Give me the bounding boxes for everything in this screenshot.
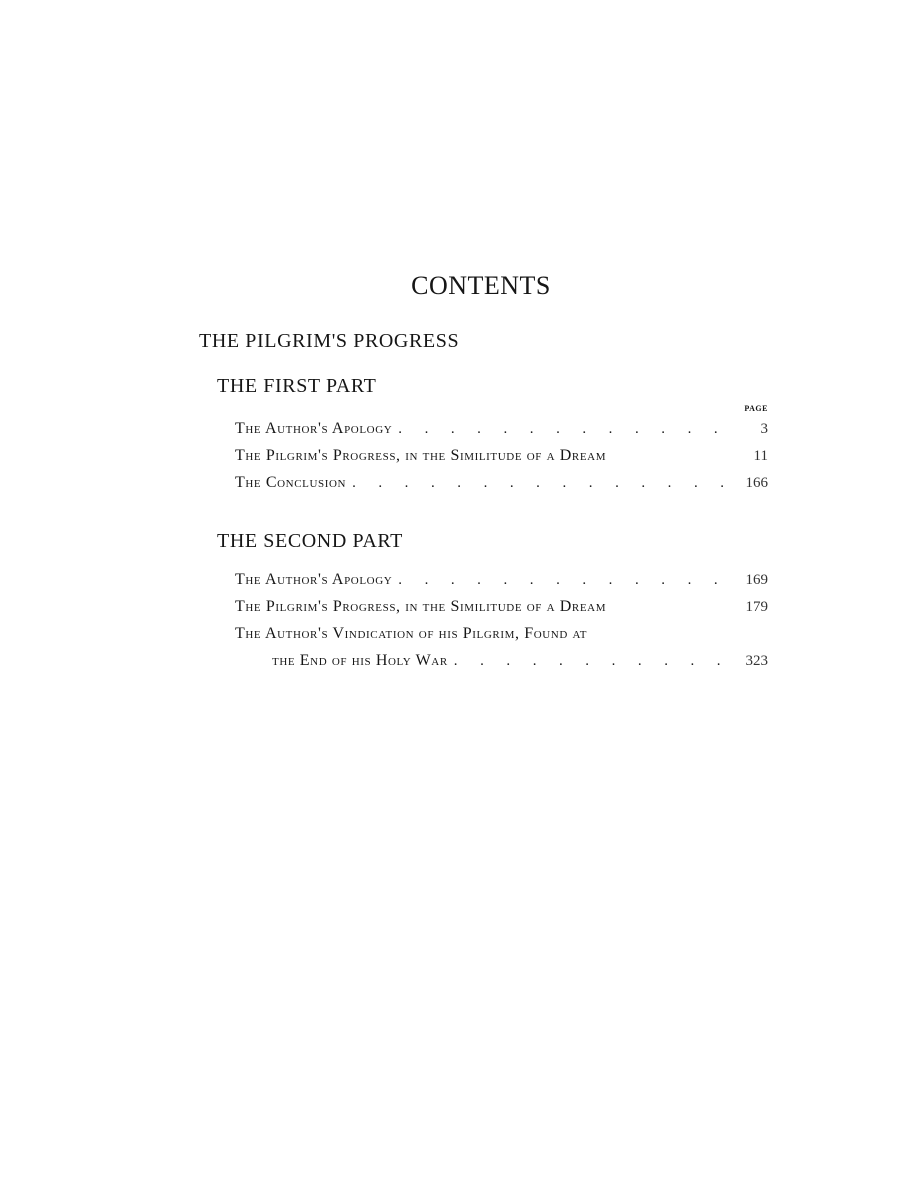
toc-entry-page: 169 (745, 572, 768, 588)
toc-entry[interactable] (235, 420, 768, 442)
toc-entry-page: 11 (753, 448, 768, 464)
toc-entry[interactable] (235, 625, 768, 647)
toc-entry[interactable] (235, 474, 768, 496)
toc-entry-page: 3 (760, 421, 768, 437)
toc-entry-continuation[interactable] (235, 652, 768, 674)
toc-entry-title: The Author's Vindication of his Pilgrim, Found at (235, 625, 588, 642)
dot-leader (392, 421, 738, 438)
toc-entry[interactable] (235, 447, 768, 469)
toc-entry-page: 323 (745, 653, 768, 669)
dot-leader (346, 475, 738, 492)
page-column-label: PAGE (744, 404, 768, 413)
toc-entry-title: The Pilgrim's Progress, in the Similitude of a Dream (235, 598, 607, 615)
toc-entry-title: The Pilgrim's Progress, in the Similitude of a Dream (235, 447, 607, 464)
dot-leader (392, 572, 738, 589)
second-part-heading: THE SECOND PART (217, 530, 403, 552)
toc-entry-page: 166 (745, 475, 768, 491)
toc-entry[interactable] (235, 598, 768, 620)
page-title: CONTENTS (411, 271, 551, 300)
toc-entry-title: The Conclusion (235, 474, 347, 491)
toc-entry-title: The Author's Apology (235, 420, 393, 437)
toc-entry-title: The Author's Apology (235, 571, 393, 588)
toc-entry[interactable] (235, 571, 768, 593)
book-title: THE PILGRIM'S PROGRESS (199, 330, 460, 352)
first-part-heading: THE FIRST PART (217, 375, 377, 397)
toc-entry-title-continued: the End of his Holy War (272, 652, 448, 669)
toc-entry-page: 179 (745, 599, 768, 615)
dot-leader (448, 653, 738, 670)
